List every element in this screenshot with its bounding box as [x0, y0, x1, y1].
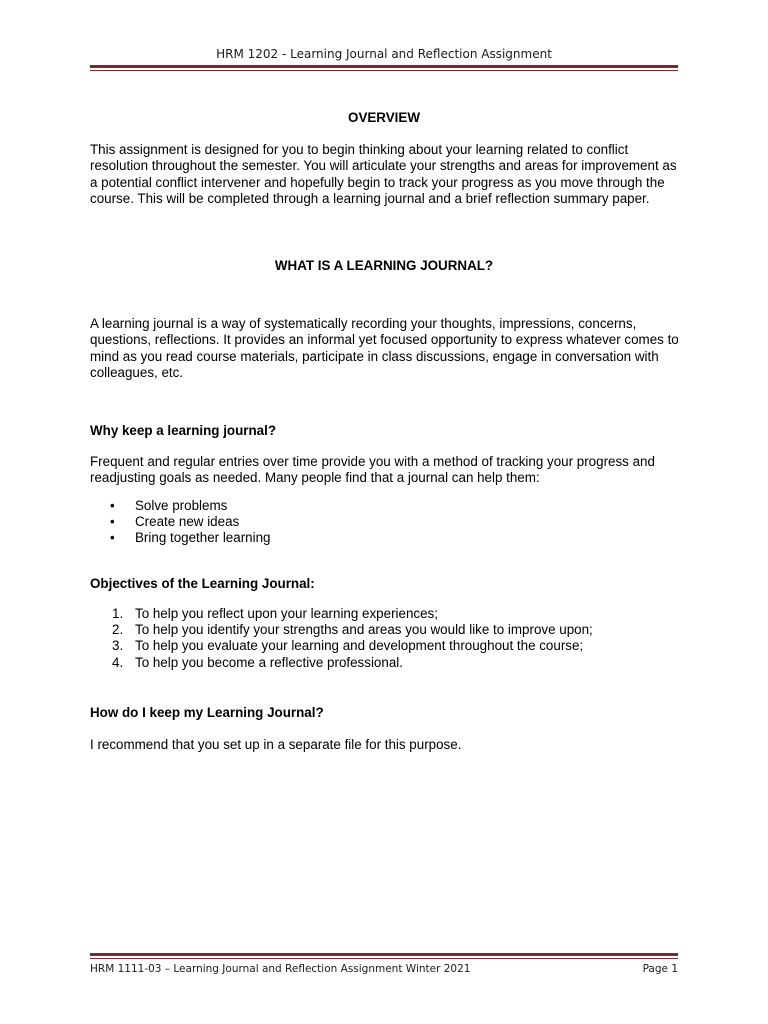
- header-rule-thick: [90, 65, 678, 68]
- bullet-icon: •: [110, 530, 115, 546]
- list-item-text: Bring together learning: [135, 530, 271, 546]
- list-item: 3. To help you evaluate your learning and development throughout the course;: [112, 638, 584, 654]
- list-item-text: To help you become a reflective professional.: [135, 654, 403, 670]
- list-item: [90, 530, 270, 546]
- objectives-heading: Objectives of the Learning Journal:: [90, 576, 315, 591]
- list-item-text: To help you identify your strengths and areas you would like to improve upon;: [135, 622, 593, 638]
- bullet-icon: •: [110, 514, 115, 530]
- list-item-text: Solve problems: [135, 498, 228, 513]
- learning-journal-heading: WHAT IS A LEARNING JOURNAL?: [274, 258, 494, 273]
- benefits-list: [90, 498, 270, 547]
- list-item-text: To help you evaluate your learning and development throughout the course;: [135, 638, 584, 654]
- objectives-list: [90, 606, 593, 671]
- footer-rule-thick: [90, 953, 678, 956]
- learning-journal-paragraph: A learning journal is a way of systematically recording your thoughts, impressions, concerns, questions, reflections. It provides an informal yet focused opportunity to express whatever comes to mind as you read course materials, participate in class discussions, engage in conversation with colleagues, etc.: [90, 316, 679, 381]
- page-header: HRM 1202 - Learning Journal and Reflection Assignment: [216, 47, 552, 61]
- page-number: Page 1: [642, 963, 678, 975]
- list-item-text: Create new ideas: [135, 514, 240, 530]
- why-heading: Why keep a learning journal?: [90, 423, 277, 438]
- overview-paragraph: This assignment is designed for you to begin thinking about your learning related to conflict resolution throughout the semester. You will articulate your strengths and areas for improvement as a potential conflict intervener and hopefully begin to track your progress as you move through the course. This will be completed through a learning journal and a brief reflection summary paper.: [90, 142, 677, 207]
- list-item: 1. To help you reflect upon your learning experiences;: [112, 606, 438, 621]
- list-item-text: To help you reflect upon your learning experiences;: [135, 606, 438, 621]
- bullet-icon: •: [110, 498, 115, 513]
- footer-rule-thin: [90, 958, 678, 959]
- how-heading: How do I keep my Learning Journal?: [90, 705, 324, 720]
- list-item: 4. To help you become a reflective professional.: [112, 654, 403, 670]
- footer-title: HRM 1111-03 – Learning Journal and Reflection Assignment Winter 2021: [90, 963, 471, 975]
- list-item: [90, 498, 270, 514]
- page-footer: [90, 963, 678, 975]
- list-item: [90, 514, 270, 530]
- overview-heading: OVERVIEW: [348, 110, 420, 125]
- header-rule-thin: [90, 70, 678, 71]
- how-paragraph: I recommend that you set up in a separate file for this purpose.: [90, 737, 462, 752]
- list-item: 2. To help you identify your strengths and areas you would like to improve upon;: [112, 622, 593, 638]
- why-paragraph: Frequent and regular entries over time provide you with a method of tracking your progress and readjusting goals as needed. Many people find that a journal can help them:: [90, 454, 655, 486]
